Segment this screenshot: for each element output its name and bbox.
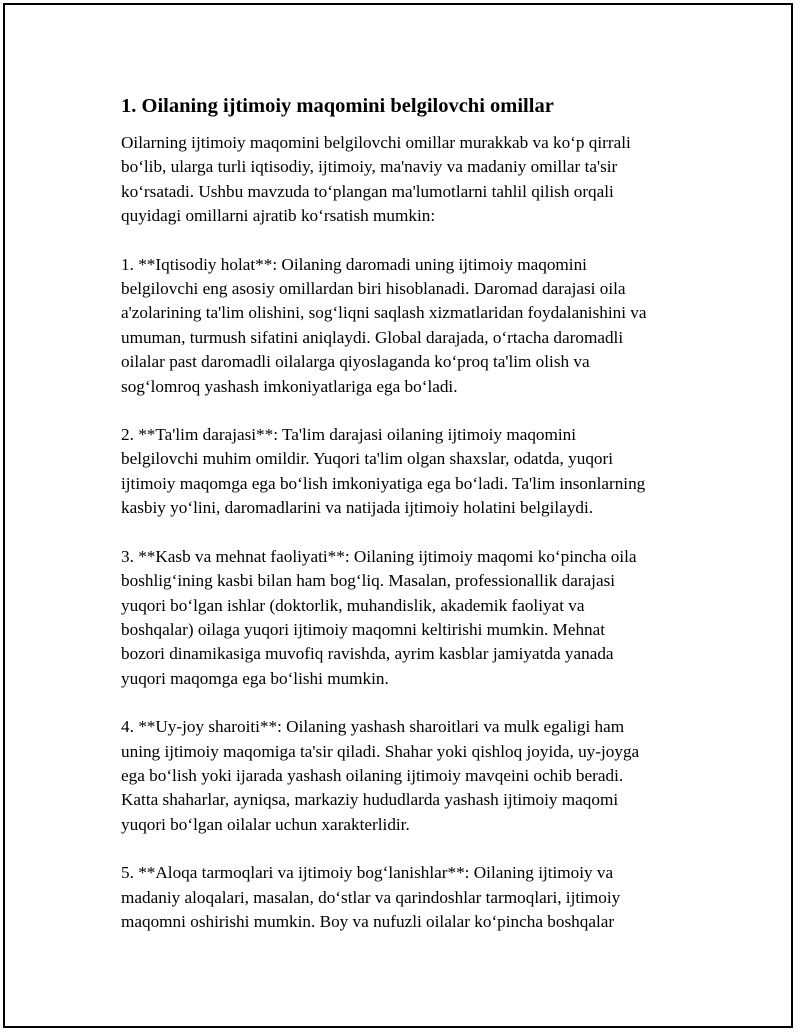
text-line: boshqalar) oilaga yuqori ijtimoiy maqomni keltirishi mumkin. Mehnat	[121, 619, 606, 639]
text-line: 3. **Kasb va mehnat faoliyati**: Oilaning ijtimoiy maqomi ko‘pincha oila	[121, 546, 637, 566]
text-line: ega bo‘lish yoki ijarada yashash oilaning ijtimoiy mavqeini ochib beradi.	[121, 765, 624, 785]
text-line: oilalar past daromadli oilalarga qiyoslaganda ko‘proq ta'lim olish va	[121, 352, 590, 372]
paragraph	[121, 861, 701, 934]
text-line: belgilovchi muhim omildir. Yuqori ta'lim olgan shaxslar, odatda, yuqori	[121, 449, 614, 469]
paragraph	[121, 715, 701, 837]
text-line: uning ijtimoiy maqomiga ta'sir qiladi. Shahar yoki qishloq joyida, uy-joyga	[121, 741, 640, 761]
text-line: sog‘lomroq yashash imkoniyatlariga ega bo‘ladi.	[121, 376, 458, 396]
text-line: belgilovchi eng asosiy omillardan biri hisoblanadi. Daromad darajasi oila	[121, 279, 626, 299]
text-line: a'zolarining ta'lim olishini, sog‘liqni saqlash xizmatlaridan foydalanishini va	[121, 303, 647, 323]
text-line: 4. **Uy-joy sharoiti**: Oilaning yashash sharoitlari va mulk egaligi ham	[121, 717, 625, 737]
paragraph	[121, 423, 701, 521]
document-body	[121, 93, 701, 958]
text-line: ijtimoiy maqomga ega bo‘lish imkoniyatiga ega bo‘ladi. Ta'lim insonlarning	[121, 473, 646, 493]
text-line: kasbiy yo‘lini, daromadlarini va natijada ijtimoiy holatini belgilaydi.	[121, 498, 594, 518]
text-line: bozori dinamikasiga muvofiq ravishda, ayrim kasblar jamiyatda yanada	[121, 644, 614, 664]
text-line: 5. **Aloqa tarmoqlari va ijtimoiy bog‘lanishlar**: Oilaning ijtimoiy va	[121, 863, 614, 883]
text-line: bo‘lib, ularga turli iqtisodiy, ijtimoiy, ma'naviy va madaniy omillar ta'sir	[121, 157, 618, 177]
text-line: madaniy aloqalari, masalan, do‘stlar va qarindoshlar tarmoqlari, ijtimoiy	[121, 887, 621, 907]
paragraph-list	[121, 131, 701, 934]
text-line: yuqori maqomga ega bo‘lishi mumkin.	[121, 668, 389, 688]
text-line: yuqori bo‘lgan oilalar uchun xarakterlidir.	[121, 814, 410, 834]
paragraph	[121, 253, 701, 399]
page-frame	[3, 3, 793, 1028]
text-line: ko‘rsatadi. Ushbu mavzuda to‘plangan ma'lumotlarni tahlil qilish orqali	[121, 181, 614, 201]
text-line: 2. **Ta'lim darajasi**: Ta'lim darajasi oilaning ijtimoiy maqomini	[121, 425, 577, 445]
paragraph	[121, 545, 701, 691]
text-line: Oilarning ijtimoiy maqomini belgilovchi omillar murakkab va ko‘p qirrali	[121, 133, 631, 152]
text-line: boshlig‘ining kasbi bilan ham bog‘liq. Masalan, professionallik darajasi	[121, 571, 616, 591]
text-line: 1. **Iqtisodiy holat**: Oilaning daromadi uning ijtimoiy maqomini	[121, 254, 587, 274]
document-title: 1. Oilaning ijtimoiy maqomini belgilovchi omillar	[121, 95, 554, 117]
text-line: quyidagi omillarni ajratib ko‘rsatish mumkin:	[121, 206, 436, 226]
text-line: Katta shaharlar, ayniqsa, markaziy hududlarda yashash ijtimoiy maqomi	[121, 790, 619, 810]
text-line: umuman, turmush sifatini aniqlaydi. Global darajada, o‘rtacha daromadli	[121, 327, 624, 347]
text-line: maqomni oshirishi mumkin. Boy va nufuzli oilalar ko‘pincha boshqalar	[121, 911, 615, 931]
text-line: yuqori bo‘lgan ishlar (doktorlik, muhandislik, akademik faoliyat va	[121, 595, 585, 615]
paragraph	[121, 131, 701, 229]
